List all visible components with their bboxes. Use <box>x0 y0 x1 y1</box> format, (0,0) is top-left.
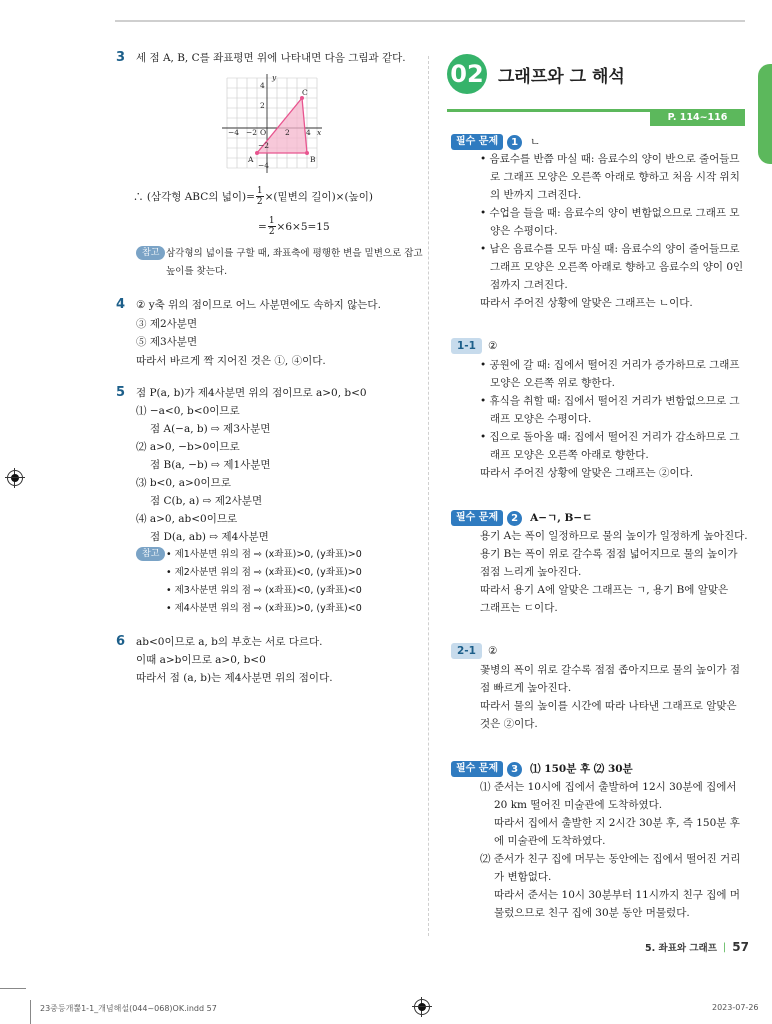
text-line: • 음료수를 반쯤 마실 때: 음료수의 양이 반으로 줄어들므 <box>480 153 740 165</box>
problem-number: 6 <box>116 634 126 649</box>
text-line: ab<0이므로 a, b의 부호는 서로 다르다. <box>136 636 323 648</box>
answer: ② <box>487 340 498 352</box>
side-chapter-tab <box>758 64 772 164</box>
answer: ② <box>487 645 498 657</box>
text-line: 점까지 그려진다. <box>490 279 568 291</box>
label-c: C <box>302 88 308 97</box>
problem-header <box>451 760 633 778</box>
crop-mark <box>30 1000 31 1024</box>
text-line: 그래프는 ㄷ이다. <box>480 602 558 614</box>
formula-line-1: ∴ (삼각형 ABC의 넓이)= $\frac{1}{2}$ ×(밑변의 길이)×(높이) <box>133 186 373 207</box>
section-title: 그래프와 그 해석 <box>498 67 625 87</box>
text-line: 세 점 A, B, C를 좌표평면 위에 나타내면 다음 그림과 같다. <box>136 52 406 64</box>
reference-badge: 참고 <box>136 547 165 561</box>
required-tag: 필수 문제 <box>451 761 503 777</box>
note-line: 삼각형의 넓이를 구할 때, 좌표축에 평행한 변을 밑변으로 잡고 <box>166 248 423 259</box>
sub-problem-tag: 2-1 <box>451 643 482 659</box>
problem-number-badge: 1 <box>507 135 522 150</box>
text-line: 용기 B는 폭이 위로 갈수록 점점 넓어지므로 물의 높이가 <box>480 548 738 560</box>
footer-separator: | <box>722 941 727 953</box>
page-number: 57 <box>732 940 749 954</box>
text-line: ⑴ −a<0, b<0이므로 <box>136 405 240 417</box>
text-line: 점 B(a, −b) ⇨ 제1사분면 <box>150 459 271 471</box>
y-tick: −2 <box>258 141 270 150</box>
coordinate-graph <box>222 72 332 174</box>
note-line: 높이를 찾는다. <box>166 266 228 277</box>
text-line: • 집으로 돌아올 때: 집에서 떨어진 거리가 감소하므로 그 <box>480 431 740 443</box>
text-line: 꽃병의 폭이 위로 갈수록 점점 좁아지므로 물의 높이가 점 <box>480 664 740 676</box>
problem-number: 4 <box>116 297 126 312</box>
required-tag: 필수 문제 <box>451 510 503 526</box>
text-line: 로 그래프 모양은 오른쪽 아래로 향하고 처음 시작 위치 <box>490 171 740 183</box>
text-line: ③ 제2사분면 <box>136 318 198 330</box>
text-line: 이때 a>b이므로 a>0, b<0 <box>136 654 266 666</box>
text-line: 에 미술관에 도착하였다. <box>494 835 606 847</box>
text-line: 점 빠르게 높아진다. <box>480 682 572 694</box>
text-line: 래프 모양은 오른쪽 아래로 향한다. <box>490 449 649 461</box>
text-line: 따라서 점 (a, b)는 제4사분면 위의 점이다. <box>136 672 333 684</box>
label-b: B <box>310 155 316 164</box>
registration-mark <box>7 470 23 486</box>
text-line: ⑵ a>0, −b>0이므로 <box>136 441 240 453</box>
text-line: • 휴식을 취할 때: 집에서 떨어진 거리가 변함없으므로 그 <box>480 395 740 407</box>
problem-header <box>451 337 497 355</box>
note-line: • 제2사분면 위의 점 ⇨ (x좌표)<0, (y좌표)>0 <box>166 567 362 578</box>
text-line: ⑶ b<0, a>0이므로 <box>136 477 231 489</box>
print-date: 2023-07-26 <box>712 1003 759 1012</box>
problem-number-badge: 3 <box>507 762 522 777</box>
text-line: • 남은 음료수를 모두 마실 때: 음료수의 양이 줄어들므로 <box>480 243 740 255</box>
x-axis-label: x <box>317 128 322 137</box>
note-line: • 제1사분면 위의 점 ⇨ (x좌표)>0, (y좌표)>0 <box>166 549 362 560</box>
text-line: 그래프 모양은 오른쪽 아래로 향하고 음료수의 양이 0인 <box>490 261 744 273</box>
y-tick: 4 <box>260 81 265 90</box>
text-line: 따라서 집에서 출발한 지 2시간 30분 후, 즉 150분 후 <box>494 817 740 829</box>
text-line: ⑤ 제3사분면 <box>136 336 198 348</box>
text-line: 20 km 떨어진 미술관에 도착하였다. <box>494 799 663 811</box>
page-footer <box>645 940 749 954</box>
formula-line-2: = $\frac{1}{2}$ ×6×5=15 <box>258 216 330 237</box>
reference-badge: 참고 <box>136 246 165 260</box>
text-line: 점점 느리게 높아진다. <box>480 566 582 578</box>
answer: ⑴ 150분 후 ⑵ 30분 <box>530 763 633 775</box>
text-line: 따라서 물의 높이를 시간에 따라 나타낸 그래프로 알맞은 <box>480 700 737 712</box>
text-line: • 공원에 갈 때: 집에서 떨어진 거리가 증가하므로 그래프 <box>480 359 740 371</box>
text-line: 의 반까지 그려진다. <box>490 189 582 201</box>
text-line: 물렀으므로 친구 집에 30분 동안 머물렀다. <box>494 907 690 919</box>
x-tick: −4 <box>228 128 240 137</box>
fraction-half: $\frac{1}{2}$ <box>268 216 275 237</box>
point-a <box>255 151 259 155</box>
text-line: • 수업을 들을 때: 음료수의 양이 변함없으므로 그래프 모 <box>480 207 740 219</box>
y-tick: −4 <box>258 161 270 170</box>
text-line: 따라서 주어진 상황에 알맞은 그래프는 ㄴ이다. <box>480 297 693 309</box>
text-line: 따라서 용기 A에 알맞은 그래프는 ㄱ, 용기 B에 알맞은 <box>480 584 729 596</box>
problem-number: 3 <box>116 50 126 65</box>
text-line: 점 C(b, a) ⇨ 제2사분면 <box>150 495 263 507</box>
text-line: 점 P(a, b)가 제4사분면 위의 점이므로 a>0, b<0 <box>136 387 367 399</box>
answer: ㄴ <box>530 136 541 148</box>
problem-header <box>451 133 540 151</box>
registration-mark <box>414 999 430 1015</box>
y-tick: 2 <box>260 101 265 110</box>
page-range-tag: P. 114~116 <box>650 110 745 126</box>
text-line: 가 변함없다. <box>494 871 552 883</box>
crop-mark <box>0 988 26 989</box>
text-line: 양은 수평이다. <box>490 225 558 237</box>
column-separator <box>428 56 429 936</box>
section-label: 5. 좌표와 그래프 <box>645 943 717 954</box>
text-line: 따라서 주어진 상황에 알맞은 그래프는 ②이다. <box>480 467 694 479</box>
origin-label: O <box>260 128 267 137</box>
text-line: 따라서 바르게 짝 지어진 것은 ①, ④이다. <box>136 355 326 367</box>
x-tick: −2 <box>246 128 258 137</box>
problem-header <box>451 642 497 660</box>
text-line: 따라서 준서는 10시 30분부터 11시까지 친구 집에 머 <box>494 889 741 901</box>
note-line: • 제4사분면 위의 점 ⇨ (x좌표)>0, (y좌표)<0 <box>166 603 362 614</box>
text-line: ② y축 위의 점이므로 어느 사분면에도 속하지 않는다. <box>136 299 381 311</box>
top-rule <box>115 20 745 22</box>
required-tag: 필수 문제 <box>451 134 503 150</box>
text-line: 점 A(−a, b) ⇨ 제3사분면 <box>150 423 271 435</box>
x-tick: 2 <box>285 128 290 137</box>
point-b <box>305 151 309 155</box>
problem-number-badge: 2 <box>507 511 522 526</box>
y-axis-label: y <box>272 73 277 82</box>
file-info: 23중등개뿔1-1_개념해설(044~068)OK.indd 57 <box>40 1004 217 1013</box>
section-number-badge: 02 <box>447 54 487 94</box>
x-tick: 4 <box>306 128 311 137</box>
text-line: 것은 ②이다. <box>480 718 538 730</box>
text-line: 모양은 오른쪽 위로 향한다. <box>490 377 615 389</box>
text-line: ⑷ a>0, ab<0이므로 <box>136 513 238 525</box>
problem-header <box>451 509 592 527</box>
fraction-half: $\frac{1}{2}$ <box>256 186 263 207</box>
text-line: ⑵ 준서가 친구 집에 머무는 동안에는 집에서 떨어진 거리 <box>480 853 741 865</box>
sub-problem-tag: 1-1 <box>451 338 482 354</box>
answer: A−ㄱ, B−ㄷ <box>530 512 593 524</box>
label-a: A <box>248 155 254 164</box>
text-line: 용기 A는 폭이 일정하므로 물의 높이가 일정하게 높아진다. <box>480 530 748 542</box>
text-line: 래프 모양은 수평이다. <box>490 413 592 425</box>
problem-number: 5 <box>116 385 126 400</box>
note-line: • 제3사분면 위의 점 ⇨ (x좌표)<0, (y좌표)<0 <box>166 585 362 596</box>
text-line: ⑴ 준서는 10시에 집에서 출발하여 12시 30분에 집에서 <box>480 781 737 793</box>
text-line: 점 D(a, ab) ⇨ 제4사분면 <box>150 531 269 543</box>
